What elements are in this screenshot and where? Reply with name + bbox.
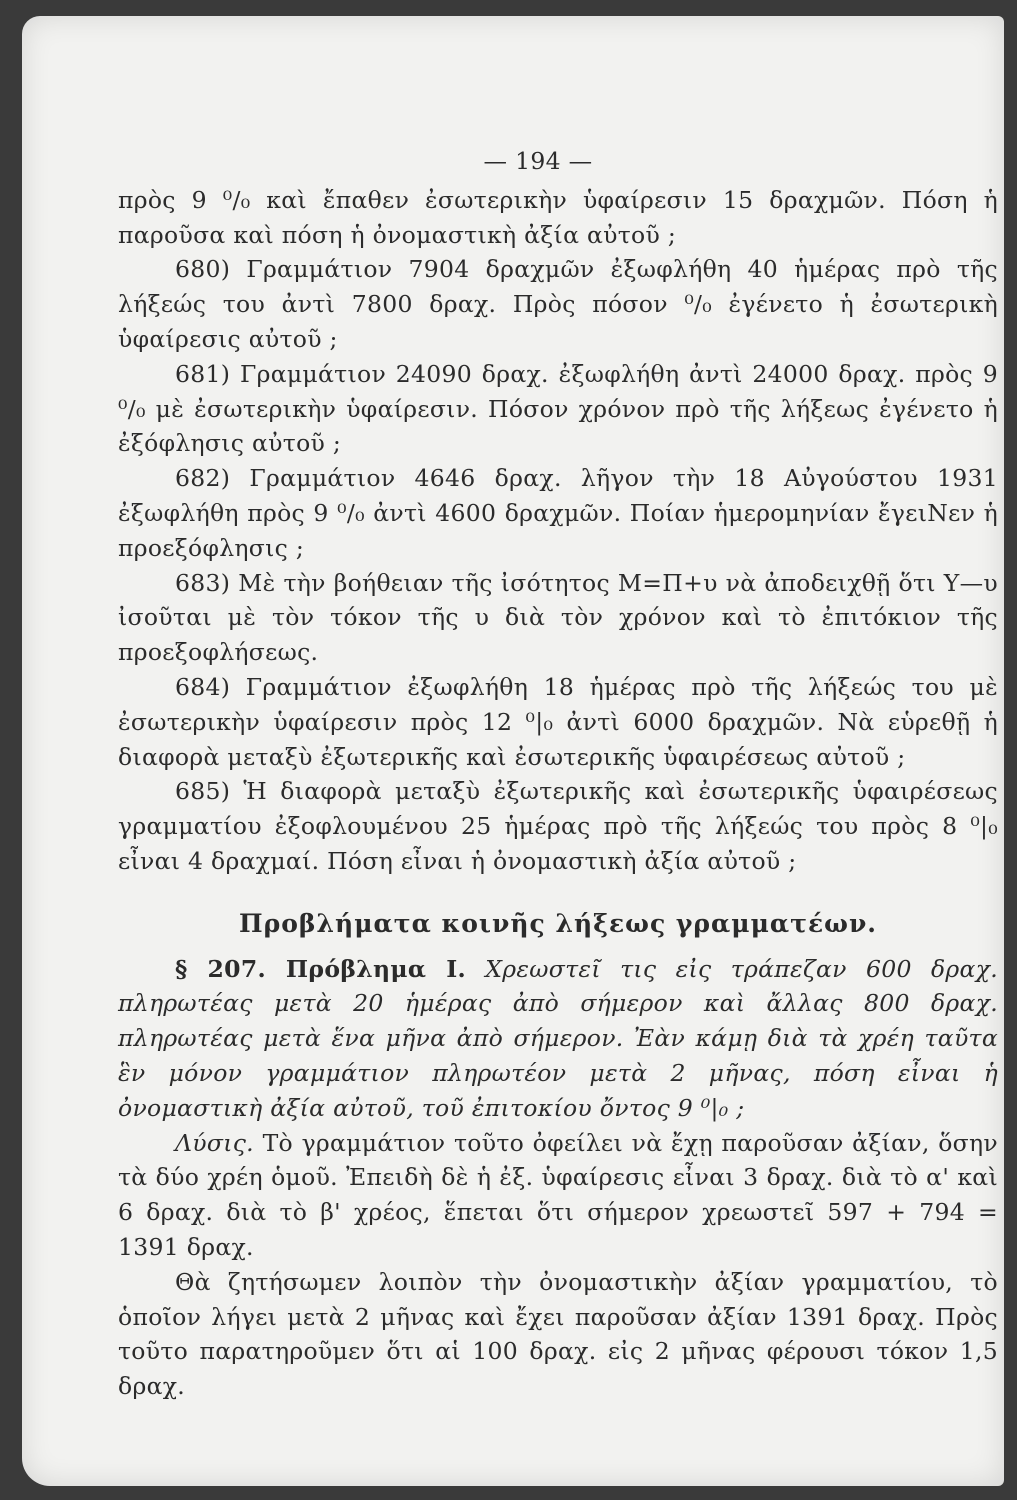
page-number: — 194 — [483, 147, 593, 175]
solution-paragraph [118, 1126, 998, 1265]
book-page [22, 16, 1004, 1486]
exercise-683: 683) Μὲ τὴν βοήθειαν τῆς ἰσότητος Μ=Π+υ νὰ ἀποδειχθῇ ὅτι Υ—υ ἰσοῦται μὲ τὸν τόκον τῆς υ διὰ τὸν χρόνον καὶ τὸ ἐπιτόκιον τῆς προεξοφλήσεως. [118, 568, 998, 667]
solution-label: Λύσις. [175, 1128, 254, 1157]
paragraph-continuation: πρὸς 9 ⁰/₀ καὶ ἔπαθεν ἐσωτερικὴν ὑφαίρεσιν 15 δραχμῶν. Πόση ἡ παροῦσα καὶ πόση ἡ ὀνομαστικὴ ἀξία αὐτοῦ ; [118, 185, 998, 249]
exercise-681: 681) Γραμμάτιον 24090 δραχ. ἐξωφλήθη ἀντὶ 24000 δραχ. πρὸς 9 ⁰/₀ μὲ ἐσωτερικὴν ὑφαίρεσιν. Πόσον χρόνον πρὸ τῆς λήξεως ἐγένετο ἡ ἐξόφλησις αὐτοῦ ; [118, 359, 998, 458]
exercise-685: 685) Ἡ διαφορὰ μεταξὺ ἐξωτερικῆς καὶ ἐσωτερικῆς ὑφαιρέσεως γραμματίου ἐξοφλουμένου 25 ἡμέρας πρὸ τῆς λήξεώς του πρὸς 8 ⁰|₀ εἶναι 4 δραχμαί. Πόση εἶναι ἡ ὀνομαστικὴ ἀξία αὐτοῦ ; [118, 777, 998, 875]
exercise-682: 682) Γραμμάτιον 4646 δραχ. λῆγον τὴν 18 Αὐγούστου 1931 ἐξωφλήθη πρὸς 9 ⁰/₀ ἀντὶ 4600 δραχμῶν. Ποίαν ἡμερομηνίαν ἔγειNεν ἡ προεξόφλησις ; [118, 464, 998, 562]
problem-statement [118, 952, 998, 1126]
problem-text: Χρεωστεῖ τις εἰς τράπεζαν 600 δραχ. πληρωτέας μετὰ 20 ἡμέρας ἀπὸ σήμερον καὶ ἄλλας 800 δραχ. πληρωτέας μετὰ ἕνα μῆνα ἀπὸ σήμερον. Ἐὰν κάμῃ διὰ τὰ χρέη ταῦτα ἓν μόνον γραμμάτιον πληρωτέον μετὰ 2 μῆνας, πόση εἶναι ἡ ὀνομαστικὴ ἀξία αὐτοῦ, τοῦ ἐπιτοκίου ὄντος 9 ⁰|₀ ; [118, 954, 999, 1122]
page-content [118, 144, 998, 1404]
solution-text: Τὸ γραμμάτιον τοῦτο ὀφείλει νὰ ἔχῃ παροῦσαν ἀξίαν, ὅσην τὰ δύο χρέη ὁμοῦ. Ἐπειδὴ δὲ ἡ ἐξ. ὑφαίρεσις εἶναι 3 δραχ. διὰ τὸ α' καὶ 6 δραχ. διὰ τὸ β' χρέος, ἕπεται ὅτι σήμερον χρεωστεῖ 597 + 794 = 1391 δραχ. [118, 1128, 998, 1261]
exercise-680: 680) Γραμμάτιον 7904 δραχμῶν ἐξωφλήθη 40 ἡμέρας πρὸ τῆς λήξεώς του ἀντὶ 7800 δραχ. Πρὸς πόσον ⁰/₀ ἐγένετο ἡ ἐσωτερικὴ ὑφαίρεσις αὐτοῦ ; [118, 255, 998, 353]
section-title: Προβλήματα κοινῆς λήξεως γραμματέων. [239, 908, 877, 938]
exercise-684: 684) Γραμμάτιον ἐξωφλήθη 18 ἡμέρας πρὸ τῆς λήξεώς του μὲ ἐσωτερικὴν ὑφαίρεσιν πρὸς 12 ⁰|₀ ἀντὶ 6000 δραχμῶν. Νὰ εὑρεθῇ ἡ διαφορὰ μεταξὺ ἐξωτερικῆς καὶ ἐσωτερικῆς ὑφαιρέσεως αὐτοῦ ; [118, 672, 998, 771]
problem-heading: § 207. Πρόβλημα Ι. [175, 954, 466, 983]
solution-continuation: Θὰ ζητήσωμεν λοιπὸν τὴν ὀνομαστικὴν ἀξίαν γραμματίου, τὸ ὁποῖον λήγει μετὰ 2 μῆνας καὶ ἔχει παροῦσαν ἀξίαν 1391 δραχ. Πρὸς τοῦτο παρατηροῦμεν ὅτι αἱ 100 δραχ. εἰς 2 μῆνας φέρουσι τόκον 1,5 δραχ. [118, 1267, 998, 1401]
